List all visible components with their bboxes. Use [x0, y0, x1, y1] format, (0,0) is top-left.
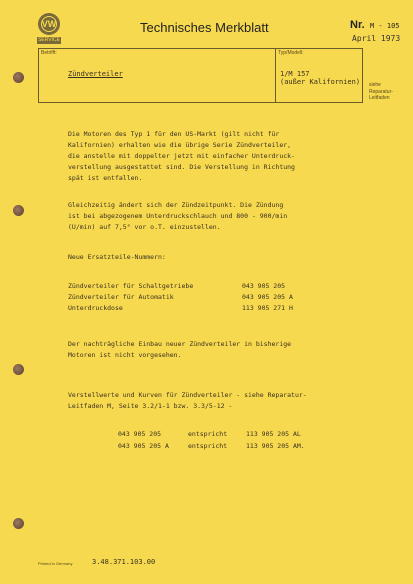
info-box-divider — [275, 48, 276, 103]
side-note-line: siehe — [369, 82, 381, 88]
equiv-word-2: entspricht — [188, 442, 228, 450]
punch-hole — [13, 72, 24, 83]
paragraph-2: Gleichzeitig ändert sich der Zündzeitpunkt. Die Zündung ist bei abgezogenem Unterdruckschlauch und 800 - 900/min (U/min) auf 7,5° vor o.T. einzustellen. — [68, 201, 288, 231]
equiv-left-1: 043 905 205 — [118, 430, 162, 438]
part-number-3: 113 905 271 H — [242, 304, 293, 312]
side-note-line: Leitfaden — [369, 95, 390, 101]
part-name-2: Zündverteiler für Automatik — [68, 293, 174, 301]
vw-logo-mark: VW — [41, 16, 57, 32]
model-line-1: 1/M 157 — [280, 70, 310, 78]
number-label: Nr. — [350, 19, 365, 31]
subject-text: Zündverteiler — [68, 70, 123, 78]
document-date: April 1973 — [352, 34, 401, 43]
punch-hole — [13, 518, 24, 529]
document-title: Technisches Merkblatt — [140, 20, 269, 35]
document-part-number: 3.48.371.103.00 — [92, 558, 156, 566]
punch-hole — [13, 205, 24, 216]
betrifft-label: Betrifft: — [41, 50, 57, 56]
paragraph-5: Verstellwerte und Kurven für Zündverteiler - siehe Reparatur- Leitfaden M, Seite 3.2/1-1 bzw. 3.3/5-12 - — [68, 391, 307, 410]
part-number-1: 043 905 205 — [242, 282, 286, 290]
typ-label: Typ/Modell: — [278, 50, 304, 56]
model-line-2: (außer Kalifornien) — [280, 78, 361, 86]
part-name-3: Unterdruckdose — [68, 304, 123, 312]
punch-hole — [13, 364, 24, 375]
paragraph-1: Die Motoren des Typ 1 für den US-Markt (gilt nicht für Kalifornien) erhalten wie die übrige Serie Zündverteiler, die anstelle mit doppelter jetzt mit einfacher Unterdruck- verstellung ausgestattet sind. Die Verstellung in Richtung spät ist entfallen. — [68, 130, 295, 182]
equiv-left-2: 043 905 205 A — [118, 442, 169, 450]
side-note — [369, 82, 393, 102]
vw-logo — [38, 13, 60, 35]
paragraph-4: Der nachträgliche Einbau neuer Zündverteiler in bisherige Motoren ist nicht vorgesehen. — [68, 340, 292, 359]
number-value: M - 105 — [370, 22, 400, 30]
printed-in-germany: Printed in Germany — [38, 561, 73, 566]
paragraph-3: Neue Ersatzteile-Nummern: — [68, 253, 166, 261]
equiv-word-1: entspricht — [188, 430, 228, 438]
equiv-right-2: 113 905 205 AM. — [246, 442, 305, 450]
logo-caption: SERVICE — [38, 37, 60, 43]
side-note-line: Reparatur- — [369, 88, 393, 95]
equiv-right-1: 113 905 205 AL — [246, 430, 301, 438]
part-number-2: 043 905 205 A — [242, 293, 293, 301]
part-name-1: Zündverteiler für Schaltgetriebe — [68, 282, 194, 290]
